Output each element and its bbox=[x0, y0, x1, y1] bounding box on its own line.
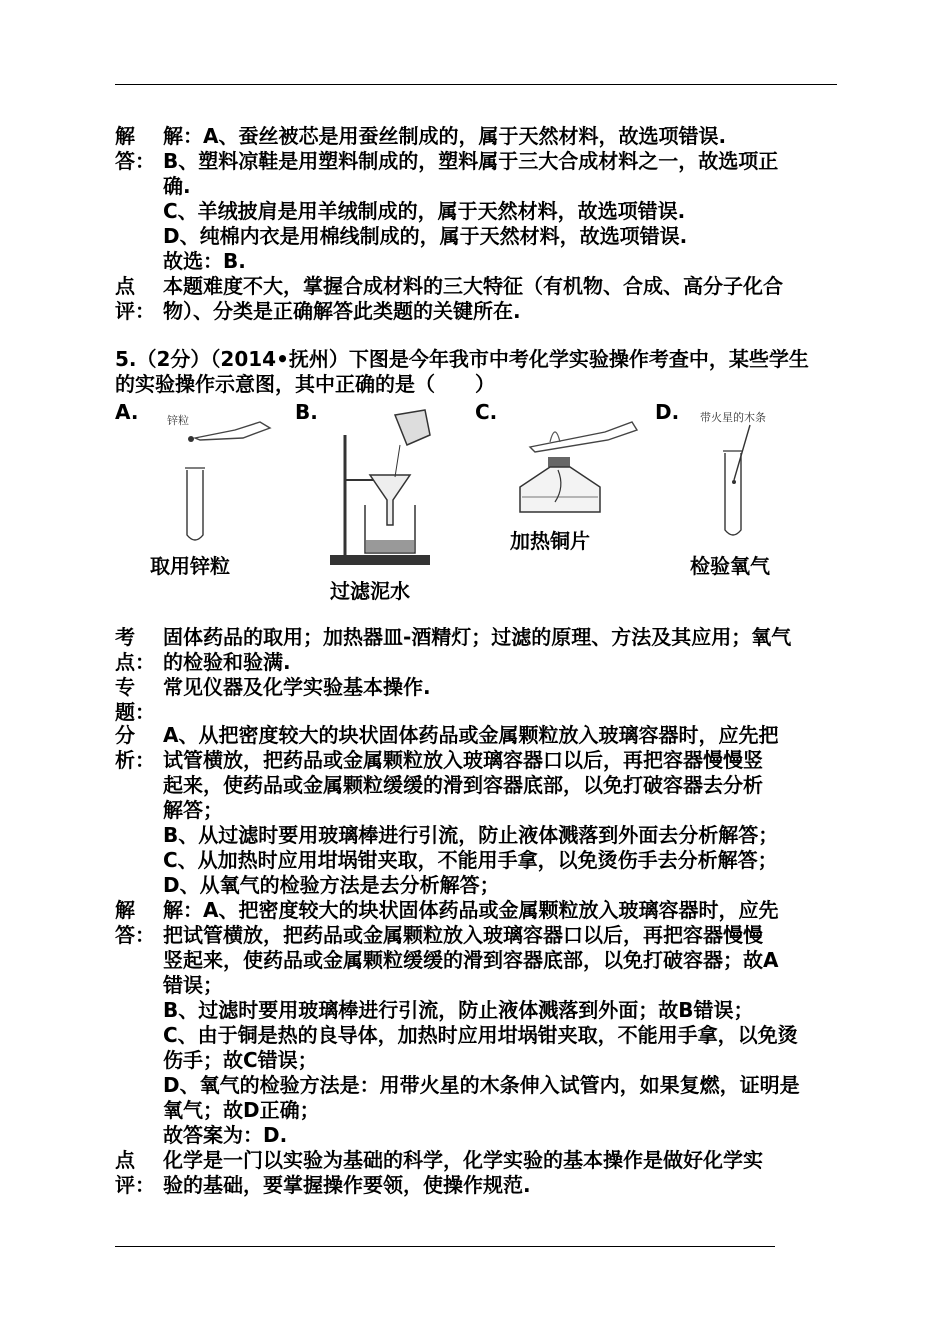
figure-a-zinc-test-tube bbox=[165, 410, 275, 545]
section-body: 常见仪器及化学实验基本操作. bbox=[163, 675, 431, 699]
section-body: 本题难度不大，掌握合成材料的三大特征（有机物、合成、高分子化合 物）、分类是正确解答此类题的关键所在. bbox=[163, 274, 783, 323]
section-body: 固体药品的取用；加热器皿-酒精灯；过滤的原理、方法及其应用；氧气 的检验和验满. bbox=[163, 625, 792, 674]
option-a-letter: A. bbox=[115, 400, 139, 424]
dianping-section bbox=[115, 1148, 840, 1198]
section-label: 分 析： bbox=[115, 723, 155, 772]
zhuanti-section bbox=[115, 675, 840, 725]
section-body: 解：A、把密度较大的块状固体药品或金属颗粒放入玻璃容器时，应先 把试管横放，把药品或金属颗粒放入玻璃容器口以后，再把容器慢慢 竖起来，使药品或金属颗粒缓缓的滑到容器底部，以免打破容器；故A 错误； B、过滤时要用玻璃棒进行引流，防止液体溅落到外面；故B错误； C、由于铜是热的良导体，加热时应用坩埚钳夹取，不能用手拿，以免烫 伤手；故C错误； D、氧气的检验方法是：用带火星的木条伸入试管内，如果复燃，证明是 氧气；故D正确； 故答案为：D. bbox=[163, 898, 800, 1147]
question-stem: 5.（2分）（2014•抚州）下图是今年我市中考化学实验操作考查中，某些学生 的实验操作示意图，其中正确的是（ ） bbox=[115, 347, 809, 396]
figure-c-alcohol-lamp bbox=[510, 412, 640, 517]
top-answer-section bbox=[115, 124, 840, 274]
kaodian-section bbox=[115, 625, 840, 675]
bottom-rule bbox=[115, 1246, 775, 1247]
top-comment-section bbox=[115, 274, 840, 324]
figure-b-filtration bbox=[325, 405, 445, 570]
caption-d: 检验氧气 bbox=[690, 554, 770, 578]
section-label: 解 答： bbox=[115, 898, 155, 947]
section-body: A、从把密度较大的块状固体药品或金属颗粒放入玻璃容器时，应先把 试管横放，把药品或金属颗粒放入玻璃容器口以后，再把容器慢慢竖 起来，使药品或金属颗粒缓缓的滑到容器底部，以免打破容器去分析 解答； B、从过滤时要用玻璃棒进行引流，防止液体溅落到外面去分析解答； C、从加热时应用坩埚钳夹取，不能用手拿，以免烫伤手去分析解答； D、从氧气的检验方法是去分析解答； bbox=[163, 723, 779, 897]
section-label: 点 评： bbox=[115, 1148, 155, 1197]
jieda-section bbox=[115, 898, 840, 1148]
top-rule bbox=[115, 84, 837, 85]
caption-a: 取用锌粒 bbox=[150, 554, 230, 578]
zinc-label: 锌粒 bbox=[167, 414, 189, 427]
option-d-letter: D. bbox=[655, 400, 680, 424]
section-label: 解 答： bbox=[115, 124, 155, 173]
section-body: 解：A、蚕丝被芯是用蚕丝制成的，属于天然材料，故选项错误. B、塑料凉鞋是用塑料制成的，塑料属于三大合成材料之一，故选项正 确. C、羊绒披肩是用羊绒制成的，属于天然材料，故选项错误. D、纯棉内衣是用棉线制成的，属于天然材料，故选项错误. 故选：B. bbox=[163, 124, 779, 273]
caption-c: 加热铜片 bbox=[510, 529, 590, 553]
splint-label: 带火星的木条 bbox=[700, 411, 766, 424]
option-b-letter: B. bbox=[295, 400, 318, 424]
option-c-letter: C. bbox=[475, 400, 498, 424]
fenxi-section bbox=[115, 723, 840, 898]
section-label: 专 题： bbox=[115, 675, 155, 724]
figure-d-glowing-splint bbox=[690, 405, 820, 545]
section-body: 化学是一门以实验为基础的科学，化学实验的基本操作是做好化学实 验的基础，要掌握操作要领，使操作规范. bbox=[163, 1148, 763, 1197]
caption-b: 过滤泥水 bbox=[330, 579, 410, 603]
section-label: 考 点： bbox=[115, 625, 155, 674]
section-label: 点 评： bbox=[115, 274, 155, 323]
